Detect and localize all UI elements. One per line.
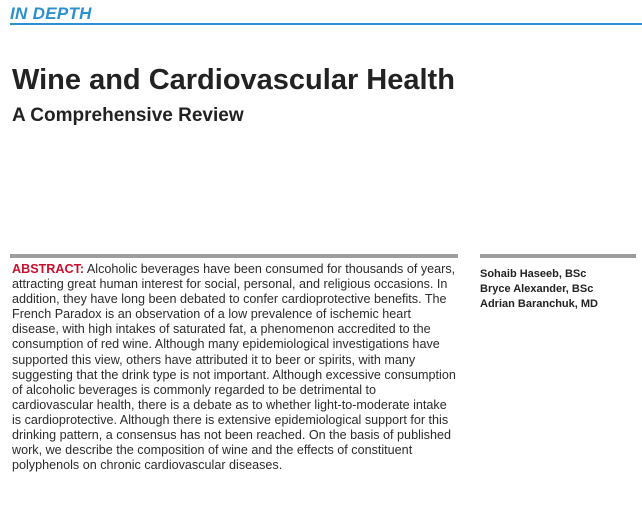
author-name: Adrian Baranchuk, MD (480, 298, 598, 310)
author-list (480, 267, 598, 312)
article-title: Wine and Cardiovascular Health (12, 64, 455, 96)
author-name: Sohaib Haseeb, BSc (480, 268, 587, 280)
section-label: IN DEPTH (10, 4, 92, 23)
abstract-divider (10, 254, 458, 258)
abstract (12, 262, 458, 473)
author-name: Bryce Alexander, BSc (480, 283, 594, 295)
article-subtitle: A Comprehensive Review (12, 105, 244, 126)
abstract-label: ABSTRACT: (12, 262, 85, 276)
authors-divider (480, 254, 636, 258)
section-divider (10, 23, 642, 25)
abstract-text: Alcoholic beverages have been consumed for thousands of years, attracting great human interest for social, personal, and religious occasions. In addition, they have long been debated to confer cardioprotective benefits. The French Paradox is an observation of a low prevalence of ischemic heart disease, with high intakes of saturated fat, a phenomenon accredited to the consumption of red wine. Although many epidemiological investigations have supported this view, others have attributed it to beer or spirits, with many suggesting that the drink type is not important. Although excessive consumption of alcoholic beverages is commonly regarded to be detrimental to cardiovascular health, there is a debate as to whether light-to-moderate intake is cardioprotective. Although there is extensive epidemiological support for this drinking pattern, a consensus has not been reached. On the basis of published work, we describe the composition of wine and the effects of constituent polyphenols on chronic cardiovascular diseases. (12, 262, 456, 473)
